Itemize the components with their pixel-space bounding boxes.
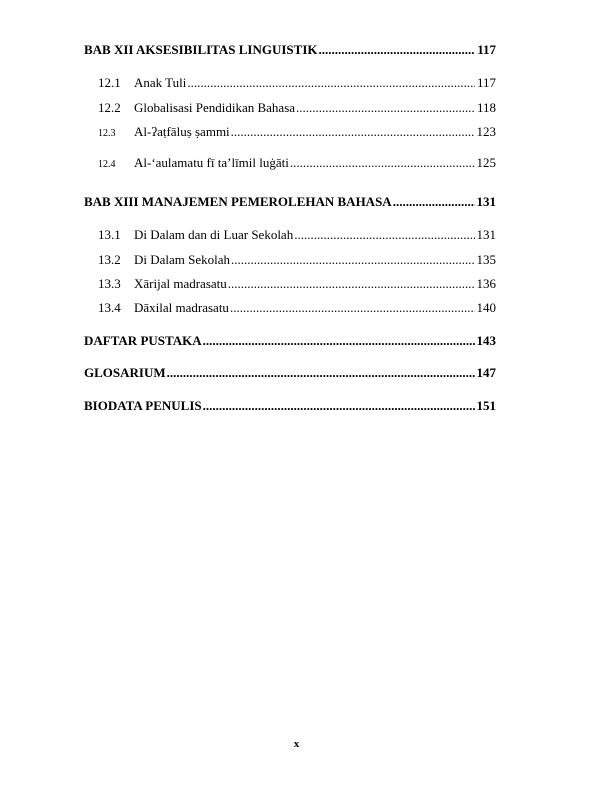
toc-page-number: 123 [476, 124, 496, 139]
toc-entry-12-2 [98, 100, 496, 116]
toc-entry-title: Anak Tuli [134, 75, 187, 90]
toc-entry-title: Al-‘aulamatu fī ta’līmil luġāti [134, 155, 289, 170]
dot-leader [296, 100, 475, 116]
dot-leader [203, 333, 475, 349]
toc-entry-number: 13.1 [98, 227, 121, 242]
toc-page-number: 135 [476, 252, 496, 267]
toc-entry-title: Globalisasi Pendidikan Bahasa [134, 100, 296, 115]
toc-entry-13-4 [98, 300, 496, 316]
toc-entry-number: 13.3 [98, 276, 121, 291]
toc-page-number: 117 [477, 42, 496, 57]
toc-glosarium [84, 365, 496, 381]
toc-entry-12-3 [98, 124, 496, 140]
footer-page-number: x [293, 738, 300, 750]
toc-chapter-title: GLOSARIUM [84, 365, 166, 380]
dot-leader [393, 194, 475, 210]
dot-leader [319, 42, 476, 58]
toc-page-number: 125 [476, 155, 496, 170]
toc-entry-number: 13.2 [98, 252, 121, 267]
toc-page-number: 117 [476, 75, 496, 90]
toc-page-number: 140 [476, 300, 496, 315]
toc-chapter-13 [84, 194, 496, 210]
toc-entry-title: Al-ʔaṭfāluṣ ṣammi [134, 124, 230, 139]
toc-entry-title: Xārijal madrasatu [134, 276, 227, 291]
toc-entry-number: 12.3 [98, 128, 116, 139]
toc-chapter-12 [84, 42, 496, 58]
toc-entry-number: 12.4 [98, 159, 116, 170]
toc-entry-13-3 [98, 276, 496, 292]
toc-entry-title: Di Dalam Sekolah [134, 252, 231, 267]
toc-entry-number: 12.2 [98, 100, 121, 115]
toc-entry-12-1 [98, 75, 496, 91]
dot-leader [294, 227, 474, 243]
toc-entry-13-1 [98, 227, 496, 243]
toc-page-number: 147 [476, 365, 496, 380]
toc-biodata-penulis [84, 398, 496, 414]
toc-entry-12-4 [98, 155, 496, 171]
toc-entry-13-2 [98, 252, 496, 268]
toc-chapter-title: BAB XII AKSESIBILITAS LINGUISTIK [84, 42, 318, 57]
toc-chapter-title: BIODATA PENULIS [84, 398, 202, 413]
toc-daftar-pustaka [84, 333, 496, 349]
toc-entry-number: 13.4 [98, 300, 121, 315]
toc-page-number: 151 [476, 398, 496, 413]
dot-leader [290, 155, 475, 171]
dot-leader [231, 124, 475, 140]
dot-leader [230, 300, 475, 316]
toc-page-number: 143 [476, 333, 496, 348]
toc-entry-number: 12.1 [98, 75, 121, 90]
toc-chapter-title: DAFTAR PUSTAKA [84, 333, 202, 348]
toc-page-number: 118 [476, 100, 496, 115]
toc-page-number: 131 [476, 227, 496, 242]
toc-entry-title: Dāxilal madrasatu [134, 300, 229, 315]
toc-page-number: 136 [476, 276, 496, 291]
dot-leader [187, 75, 475, 91]
dot-leader [228, 276, 475, 292]
toc-entry-title: Di Dalam dan di Luar Sekolah [134, 227, 294, 242]
dot-leader [167, 365, 475, 381]
toc-chapter-title: BAB XIII MANAJEMEN PEMEROLEHAN BAHASA [84, 194, 392, 209]
toc-page-number: 131 [476, 194, 496, 209]
dot-leader [203, 398, 475, 414]
dot-leader [231, 252, 474, 268]
